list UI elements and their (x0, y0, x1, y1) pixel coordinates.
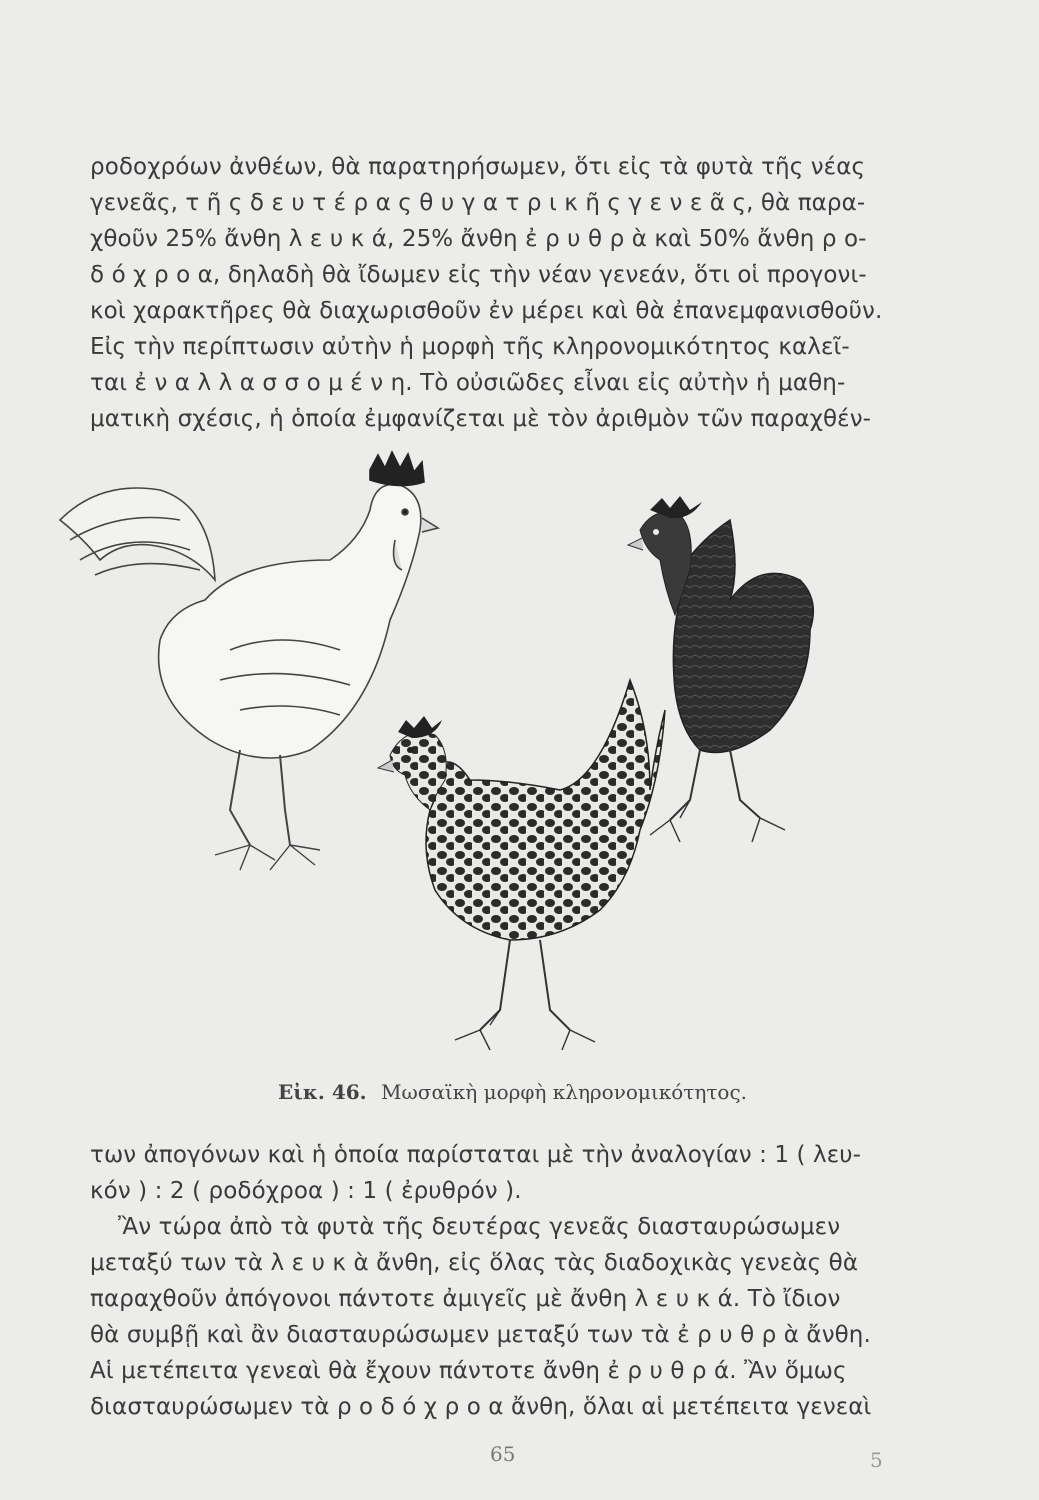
text-line: δ ό χ ρ ο α, δηλαδὴ θὰ ἴδωμεν εἰς τὴν νέαν γενεάν, ὅτι οἱ προγονι- (90, 262, 867, 288)
text-line: παραχθοῦν ἀπόγονοι πάντοτε ἀμιγεῖς μὲ ἄνθη λ ε υ κ ά. Τὸ ἴδιον (90, 1286, 841, 1312)
speckled-hen (378, 680, 665, 1050)
text-line: των ἀπογόνων καὶ ἡ ὁποία παρίσταται μὲ τὴν ἀναλογίαν : 1 ( λευ- (90, 1142, 862, 1168)
text-line: ματικὴ σχέσις, ἡ ὁποία ἐμφανίζεται μὲ τὸν ἀριθμὸν τῶν παραχθέν- (90, 406, 872, 432)
text-line: διασταυρώσωμεν τὰ ρ ο δ ό χ ρ ο α ἄνθη, ὅλαι αἱ μετέπειτα γενεαὶ (90, 1394, 872, 1420)
text-line: ροδοχρόων ἀνθέων, θὰ παρατηρήσωμεν, ὅτι εἰς τὰ φυτὰ τῆς νέας (90, 154, 866, 180)
text-line: θὰ συμβῇ καὶ ἂν διασταυρώσωμεν μεταξύ των τὰ ἐ ρ υ θ ρ ὰ ἄνθη. (90, 1322, 871, 1348)
figure-number: Εἰκ. 46. (278, 1080, 367, 1104)
page-number: 65 (490, 1442, 516, 1466)
white-rooster (60, 452, 438, 870)
text-line: κόν ) : 2 ( ροδόχροα ) : 1 ( ἐρυθρόν ). (90, 1178, 522, 1204)
text-line: μεταξύ των τὰ λ ε υ κ ὰ ἄνθη, εἰς ὅλας τὰς διαδοχικὰς γενεὰς θὰ (90, 1250, 859, 1276)
figure-caption (278, 1080, 747, 1104)
text-line: Ἂν τώρα ἀπὸ τὰ φυτὰ τῆς δευτέρας γενεᾶς διασταυρώσωμεν (118, 1214, 841, 1240)
text-line: κοὶ χαρακτῆρες θὰ διαχωρισθοῦν ἐν μέρει καὶ θὰ ἐπανεμφανισθοῦν. (90, 298, 883, 324)
text-line: Εἰς τὴν περίπτωσιν αὐτὴν ἡ μορφὴ τῆς κληρονομικότητος καλεῖ- (90, 334, 850, 360)
text-line: χθοῦν 25% ἄνθη λ ε υ κ ά, 25% ἄνθη ἐ ρ υ θ ρ ὰ καὶ 50% ἄνθη ρ ο- (90, 226, 867, 252)
text-line: ται ἐ ν α λ λ α σ σ ο μ έ ν η. Τὸ οὐσιῶδες εἶναι εἰς αὐτὴν ἡ μαθη- (90, 370, 846, 396)
chickens-illustration (40, 450, 940, 1080)
black-hen (628, 496, 813, 842)
figure-caption-text: Μωσαϊκὴ μορφὴ κληρονομικότητος. (381, 1080, 748, 1104)
text-line: Αἱ μετέπειτα γενεαὶ θὰ ἔχουν πάντοτε ἄνθη ἐ ρ υ θ ρ ά. Ἂν ὅμως (90, 1358, 847, 1384)
corner-mark: 5 (870, 1448, 883, 1472)
text-line: γενεᾶς, τ ῆ ς δ ε υ τ έ ρ α ς θ υ γ α τ ρ ι κ ῆ ς γ ε ν ε ᾶ ς, θὰ παρα- (90, 190, 866, 216)
